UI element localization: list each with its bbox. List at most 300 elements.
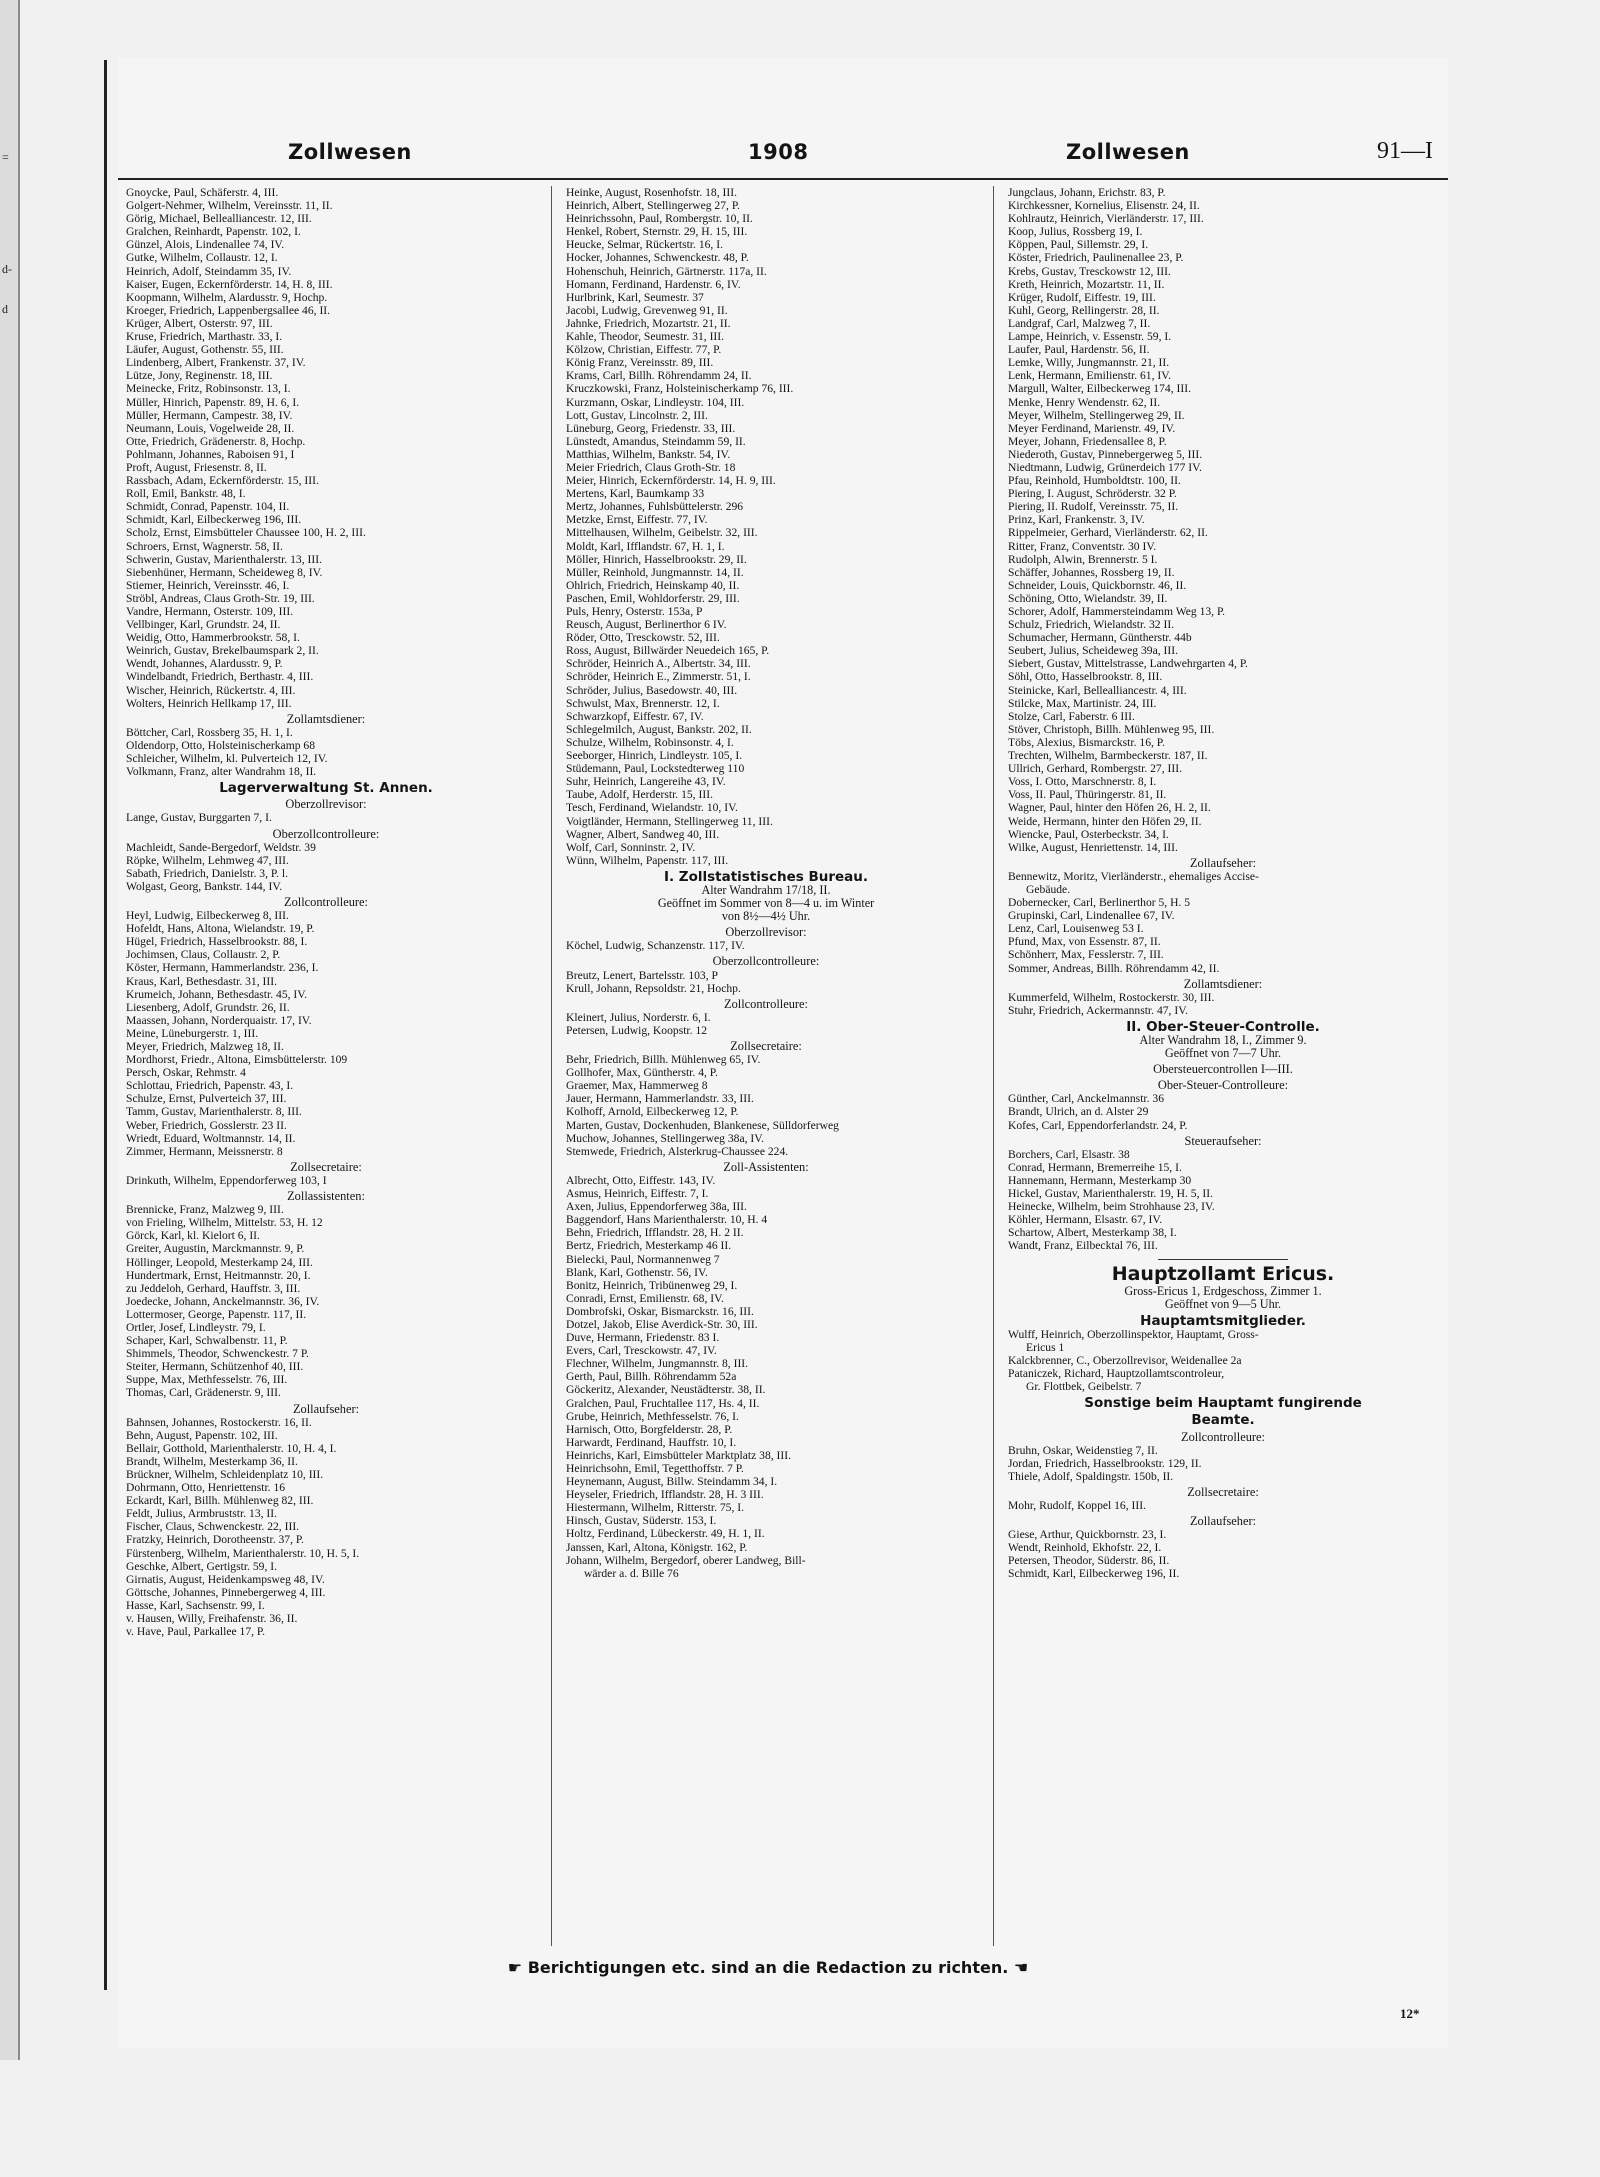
page-header: [118, 140, 1448, 180]
directory-entry: Lottermoser, George, Papenstr. 117, II.: [126, 1307, 307, 1321]
role-title: Zollsecretaire:: [290, 1159, 362, 1174]
directory-entry: Bielecki, Paul, Normannenweg 7: [566, 1252, 720, 1266]
previous-page-edge: [0, 0, 20, 2060]
margin-mark: d: [2, 302, 8, 316]
directory-entry: Jungclaus, Johann, Erichstr. 83, P.: [1008, 186, 1166, 199]
directory-entry: Krumeich, Johann, Bethesdastr. 45, IV.: [126, 987, 308, 1001]
directory-entry: Bruhn, Oskar, Weidenstieg 7, II.: [1008, 1443, 1158, 1457]
header-section-right: Zollwesen: [1066, 140, 1190, 164]
directory-entry: Heinrichsohn, Emil, Tegetthoffstr. 7 P.: [566, 1462, 744, 1475]
directory-entry: Krams, Carl, Billh. Röhrendamm 24, II.: [566, 369, 752, 383]
role-title: Zollassistenten:: [287, 1189, 365, 1204]
directory-entry: Trechten, Wilhelm, Barmbeckerstr. 187, II.: [1008, 749, 1208, 763]
directory-entry: Wagner, Paul, hinter den Höfen 26, H. 2, II.: [1008, 801, 1211, 815]
directory-entry: Conradi, Ernst, Emilienstr. 68, IV.: [566, 1291, 724, 1305]
role-title: Oberzollrevisor:: [285, 797, 367, 812]
directory-entry: Baggendorf, Hans Marienthalerstr. 10, H. 4: [566, 1213, 768, 1227]
role-title: Zollcontrolleure:: [1181, 1429, 1265, 1444]
directory-entry: Krüger, Albert, Osterstr. 97, III.: [126, 316, 273, 330]
directory-entry: Hurlbrink, Karl, Seumestr. 37: [566, 290, 704, 304]
directory-entry: Jacobi, Ludwig, Grevenweg 91, II.: [566, 303, 728, 317]
directory-entry: Thomas, Carl, Grädenerstr. 9, III.: [126, 1386, 281, 1400]
directory-entry: Seubert, Julius, Scheideweg 39a, III.: [1008, 644, 1179, 658]
role-title: Oberzollrevisor:: [725, 925, 807, 940]
directory-entry: Kroeger, Friedrich, Lappenbergsallee 46, II.: [126, 303, 331, 317]
directory-entry: Schaper, Karl, Schwalbenstr. 11, P.: [126, 1334, 288, 1348]
directory-entry: Windelbandt, Friedrich, Berthastr. 4, III.: [126, 670, 314, 684]
directory-entry: Vandre, Hermann, Osterstr. 109, III.: [126, 605, 294, 618]
column-divider: [551, 186, 552, 1946]
role-title: Oberzollcontrolleure:: [272, 826, 380, 841]
directory-entry: Röpke, Wilhelm, Lehmweg 47, III.: [126, 853, 289, 867]
directory-entry: Piering, I. August, Schröderstr. 32 P.: [1008, 487, 1177, 501]
directory-entry: Wolgast, Georg, Bankstr. 144, IV.: [126, 879, 283, 893]
directory-entry: Voigtländer, Hermann, Stellingerweg 11, III.: [566, 814, 773, 828]
office-info: Geöffnet im Sommer von 8—4 u. im Winter: [657, 896, 875, 911]
signature-mark: 12*: [1400, 2006, 1420, 2021]
directory-entry: Meier, Hinrich, Eckernförderstr. 14, H. 9, III.: [566, 474, 776, 488]
directory-entry: Schröder, Heinrich A., Albertstr. 34, III.: [566, 657, 751, 671]
directory-entry: Gralchen, Reinhardt, Papenstr. 102, I.: [126, 225, 301, 239]
directory-entry: Golgert-Nehmer, Wilhelm, Vereinsstr. 11, II.: [126, 199, 333, 213]
directory-entry: Hügel, Friedrich, Hasselbrookstr. 88, I.: [126, 935, 308, 949]
directory-entry: Müller, Hinrich, Papenstr. 89, H. 6, I.: [126, 395, 300, 409]
margin-mark: =: [2, 150, 9, 164]
directory-entry: Jordan, Friedrich, Hasselbrookstr. 129, II.: [1008, 1456, 1202, 1470]
directory-entry: Meyer, Friedrich, Malzweg 18, II.: [126, 1040, 284, 1053]
directory-entry: Schorer, Adolf, Hammersteindamm Weg 13, P.: [1008, 605, 1226, 618]
directory-entry: Oldendorp, Otto, Holsteinischerkamp 68: [126, 738, 316, 752]
directory-entry: Ohlrich, Friedrich, Heinskamp 40, II.: [566, 578, 740, 592]
directory-entry: Asmus, Heinrich, Eiffestr. 7, I.: [566, 1187, 709, 1201]
directory-entry: Köchel, Ludwig, Schanzenstr. 117, IV.: [566, 939, 745, 953]
header-rule: [118, 178, 1448, 180]
directory-entry: Janssen, Karl, Altona, Königstr. 162, P.: [566, 1540, 748, 1554]
directory-entry: Wagner, Albert, Sandweg 40, III.: [566, 827, 720, 841]
directory-entry: Günther, Carl, Anckelmannstr. 36: [1008, 1092, 1165, 1106]
directory-entry: Köhler, Hermann, Elsastr. 67, IV.: [1008, 1213, 1163, 1227]
directory-entry: Heinrichssohn, Paul, Rombergstr. 10, II.: [566, 212, 753, 226]
directory-entry: Siebert, Gustav, Mittelstrasse, Landwehrgarten 4, P.: [1008, 657, 1248, 671]
directory-entry: Schneider, Louis, Quickbornstr. 46, II.: [1008, 578, 1187, 592]
directory-entry: Gutke, Wilhelm, Collaustr. 12, I.: [126, 251, 278, 265]
directory-entry: Niederoth, Gustav, Pinnebergerweg 5, III.: [1008, 447, 1203, 461]
directory-entry: Homann, Ferdinand, Hardenstr. 6, IV.: [566, 277, 741, 291]
margin-mark: d-: [2, 262, 12, 276]
directory-entry: Günzel, Alois, Lindenallee 74, IV.: [126, 238, 285, 252]
pointing-hand-icon: ☚: [1013, 1958, 1029, 1977]
directory-entry: Schleicher, Wilhelm, kl. Pulverteich 12, IV.: [126, 752, 328, 766]
directory-entry: Breutz, Lenert, Bartelsstr. 103, P: [566, 968, 718, 982]
directory-entry: Stuhr, Friedrich, Ackermannstr. 47, IV.: [1008, 1003, 1188, 1017]
directory-entry: Lenz, Carl, Louisenweg 53 I.: [1008, 922, 1144, 936]
directory-entry: Bertz, Friedrich, Mesterkamp 46 II.: [566, 1239, 732, 1253]
page-number: 91—I: [1377, 138, 1433, 164]
directory-entry: Rudolph, Alwin, Brennerstr. 5 I.: [1008, 552, 1158, 566]
office-heading: Hauptzollamt Ericus.: [1111, 1262, 1335, 1285]
directory-entry: Suhr, Heinrich, Langereihe 43, IV.: [566, 775, 726, 789]
directory-entry: Puls, Henry, Osterstr. 153a, P: [566, 605, 703, 618]
directory-entry: Köster, Hermann, Hammerlandstr. 236, I.: [126, 961, 319, 975]
entry-continuation: Gebäude.: [1026, 882, 1071, 896]
directory-entry: Borchers, Carl, Elsastr. 38: [1008, 1147, 1130, 1161]
directory-entry: Stolze, Carl, Faberstr. 6 III.: [1008, 709, 1135, 723]
office-info: Geöffnet von 9—5 Uhr.: [1164, 1296, 1282, 1311]
directory-entry: Geschke, Albert, Gertigstr. 59, I.: [126, 1559, 278, 1573]
directory-entry: Söhl, Otto, Hasselbrookstr. 8, III.: [1008, 670, 1163, 684]
directory-entry: Behn, Friedrich, Ifflandstr. 28, H. 2 II.: [566, 1226, 744, 1240]
directory-entry: Fratzky, Heinrich, Dorotheenstr. 37, P.: [126, 1533, 304, 1547]
directory-entry: Lampe, Heinrich, v. Essenstr. 59, I.: [1008, 330, 1172, 344]
office-info: Geöffnet von 7—7 Uhr.: [1164, 1046, 1282, 1061]
directory-entry: Greiter, Augustin, Marckmannstr. 9, P.: [126, 1242, 305, 1256]
directory-entry: Heinrichs, Karl, Eimsbütteler Marktplatz 38, III.: [566, 1448, 792, 1462]
directory-entry: Pataniczek, Richard, Hauptzollamtscontroleur,: [1008, 1367, 1225, 1381]
directory-entry: Sommer, Andreas, Billh. Röhrendamm 42, II.: [1008, 961, 1220, 975]
directory-entry: Wendt, Reinhold, Ekhofstr. 22, I.: [1008, 1541, 1162, 1555]
directory-entry: Petersen, Ludwig, Koopstr. 12: [566, 1023, 708, 1037]
directory-entry: Kruczkowski, Franz, Holsteinischerkamp 76, III.: [566, 382, 794, 396]
directory-entry: Bahnsen, Johannes, Rostockerstr. 16, II.: [126, 1415, 312, 1429]
directory-entry: Rassbach, Adam, Eckernförderstr. 15, III.: [126, 474, 319, 488]
directory-entry: Bennewitz, Moritz, Vierländerstr., ehemaliges Accise-: [1008, 869, 1259, 883]
directory-entry: Dombrofski, Oskar, Bismarckstr. 16, III.: [566, 1304, 754, 1318]
entry-continuation: wärder a. d. Bille 76: [584, 1566, 679, 1580]
directory-entry: Krebs, Gustav, Tresckowstr 12, III.: [1008, 264, 1171, 278]
directory-entry: Schulz, Friedrich, Wielandstr. 32 II.: [1008, 618, 1175, 632]
directory-entry: Rippelmeier, Gerhard, Vierländerstr. 62, II.: [1008, 526, 1208, 540]
directory-entry: Wolf, Carl, Sonninstr. 2, IV.: [566, 840, 696, 854]
footer-text: Berichtigungen etc. sind an die Redaction zu richten.: [527, 1958, 1009, 1977]
role-title: Zollaufseher:: [1189, 855, 1257, 870]
directory-entry: zu Jeddeloh, Gerhard, Hauffstr. 3, III.: [126, 1281, 301, 1295]
role-title: Zollaufseher:: [292, 1401, 360, 1416]
directory-entry: Paschen, Emil, Wohldorferstr. 29, III.: [566, 591, 740, 605]
directory-entry: Müller, Reinhold, Jungmannstr. 14, II.: [566, 565, 744, 579]
role-title: Zollcontrolleure:: [284, 894, 368, 909]
directory-entry: Petersen, Theodor, Süderstr. 86, II.: [1008, 1554, 1170, 1568]
directory-entry: Blank, Karl, Gothenstr. 56, IV.: [566, 1265, 708, 1279]
role-title: Zollamtsdiener:: [1183, 976, 1263, 991]
directory-entry: Hiestermann, Wilhelm, Ritterstr. 75, I.: [566, 1501, 745, 1515]
directory-entry: Wandt, Franz, Eilbecktal 76, III.: [1008, 1239, 1158, 1253]
directory-entry: Schumacher, Hermann, Güntherstr. 44b: [1008, 631, 1192, 645]
office-info: Gross-Ericus 1, Erdgeschoss, Zimmer 1.: [1124, 1283, 1322, 1298]
role-title: Ober-Steuer-Controlleure:: [1157, 1078, 1289, 1093]
role-title: Zollsecretaire:: [730, 1039, 802, 1053]
directory-entry: Stüdemann, Paul, Lockstedterweg 110: [566, 762, 745, 776]
directory-entry: Kirchkessner, Kornelius, Elisenstr. 24, II.: [1008, 199, 1200, 213]
directory-entry: Wilke, August, Henriettenstr. 14, III.: [1008, 840, 1178, 854]
directory-entry: Brückner, Wilhelm, Schleidenplatz 10, III.: [126, 1468, 324, 1481]
directory-entry: Kruse, Friedrich, Marthastr. 33, I.: [126, 330, 283, 344]
directory-entry: Lüneburg, Georg, Friedenstr. 33, III.: [566, 421, 736, 435]
directory-entry: Johann, Wilhelm, Bergedorf, oberer Landweg, Bill-: [566, 1553, 806, 1567]
directory-entry: Kölzow, Christian, Eiffestr. 77, P.: [566, 343, 722, 357]
directory-entry: Schwerin, Gustav, Marienthalerstr. 13, III.: [126, 552, 322, 566]
directory-entry: Wischer, Heinrich, Rückertstr. 4, III.: [126, 683, 296, 697]
directory-entry: Mordhorst, Friedr., Altona, Eimsbüttelerstr. 109: [126, 1053, 348, 1067]
directory-entry: Fürstenberg, Wilhelm, Marienthalerstr. 10, H. 5, I.: [126, 1546, 360, 1560]
directory-page: [118, 58, 1448, 2048]
pointing-hand-icon: ☛: [507, 1958, 528, 1977]
header-section-left: Zollwesen: [288, 140, 412, 164]
directory-entry: Heinrich, Adolf, Steindamm 35, IV.: [126, 264, 292, 278]
directory-entry: Schmidt, Conrad, Papenstr. 104, II.: [126, 500, 290, 514]
directory-entry: Kohlrautz, Heinrich, Vierländerstr. 17, III.: [1008, 212, 1204, 226]
directory-entry: Giese, Arthur, Quickbornstr. 23, I.: [1008, 1528, 1167, 1542]
directory-entry: Pohlmann, Johannes, Raboisen 91, I: [126, 447, 295, 461]
directory-entry: Heynemann, August, Billw. Steindamm 34, I.: [566, 1475, 778, 1489]
directory-entry: Schlegelmilch, August, Bankstr. 202, II.: [566, 722, 752, 736]
directory-entry: Ullrich, Gerhard, Rombergstr. 27, III.: [1008, 762, 1182, 776]
directory-entry: Heyseler, Friedrich, Ifflandstr. 28, H. 3 III.: [566, 1488, 764, 1502]
directory-entry: v. Have, Paul, Parkallee 17, P.: [126, 1625, 265, 1639]
directory-entry: Brennicke, Franz, Malzweg 9, III.: [126, 1203, 284, 1217]
directory-entry: Weidig, Otto, Hammerbrookstr. 58, I.: [126, 631, 300, 645]
directory-entry: Grupinski, Carl, Lindenallee 67, IV.: [1008, 909, 1175, 923]
directory-entry: v. Hausen, Willy, Freihafenstr. 36, II.: [126, 1612, 298, 1626]
directory-entry: Suppe, Max, Methfesselstr. 76, III.: [126, 1373, 288, 1387]
directory-entry: Meyer, Wilhelm, Stellingerweg 29, II.: [1008, 408, 1185, 422]
directory-entry: Gralchen, Paul, Fruchtallee 117, Hs. 4, II.: [566, 1396, 760, 1410]
role-title: Oberzollcontrolleure:: [712, 954, 820, 969]
directory-entry: Schmidt, Karl, Eilbeckerweg 196, II.: [1008, 1567, 1180, 1581]
directory-entry: Evers, Carl, Tresckowstr. 47, IV.: [566, 1344, 717, 1358]
directory-entry: Meyer Ferdinand, Marienstr. 49, IV.: [1008, 421, 1176, 435]
directory-entry: Girnatis, August, Heidenkampsweg 48, IV.: [126, 1572, 325, 1586]
directory-entry: Schwulst, Max, Brennerstr. 12, I.: [566, 696, 720, 710]
directory-entry: Machleidt, Sande-Bergedorf, Weldstr. 39: [126, 840, 316, 854]
directory-entry: Bellair, Gotthold, Marienthalerstr. 10, H. 4, I.: [126, 1441, 337, 1455]
directory-entry: Heucke, Selmar, Rückertstr. 16, I.: [566, 238, 723, 252]
directory-entry: Flechner, Wilhelm, Jungmannstr. 8, III.: [566, 1357, 749, 1371]
directory-entry: Wulff, Heinrich, Oberzollinspektor, Hauptamt, Gross-: [1008, 1327, 1259, 1341]
directory-entry: Feldt, Julius, Armbruststr. 13, II.: [126, 1507, 278, 1521]
directory-entry: Sabath, Friedrich, Danielstr. 3, P. l.: [126, 866, 288, 880]
directory-entry: Ströbl, Andreas, Claus Groth-Str. 19, III.: [126, 591, 315, 605]
directory-entry: Jahnke, Friedrich, Mozartstr. 21, II.: [566, 316, 731, 330]
directory-entry: Schlottau, Friedrich, Papenstr. 43, I.: [126, 1079, 294, 1093]
role-title: Zoll-Assistenten:: [723, 1159, 809, 1174]
directory-entry: Tesch, Ferdinand, Wielandstr. 10, IV.: [566, 801, 738, 815]
directory-entry: Siebenhüner, Hermann, Scheideweg 8, IV.: [126, 565, 323, 579]
directory-entry: Conrad, Hermann, Bremerreihe 15, I.: [1008, 1160, 1182, 1174]
column-divider: [993, 186, 994, 1946]
directory-entry: Prinz, Karl, Frankenstr. 3, IV.: [1008, 513, 1145, 527]
directory-entry: Schröder, Heinrich E., Zimmerstr. 51, I.: [566, 670, 751, 684]
directory-entry: Lindenberg, Albert, Frankenstr. 37, IV.: [126, 356, 306, 370]
directory-entry: Kraus, Karl, Bethesdastr. 31, III.: [126, 974, 278, 988]
directory-entry: Hinsch, Gustav, Süderstr. 153, I.: [566, 1514, 717, 1528]
directory-entry: Neumann, Louis, Vogelweide 28, II.: [126, 421, 295, 435]
directory-entry: Schulze, Wilhelm, Robinsonstr. 4, I.: [566, 735, 734, 749]
directory-entry: Vellbinger, Karl, Grundstr. 24, II.: [126, 618, 281, 632]
directory-entry: Kreth, Heinrich, Mozartstr. 11, II.: [1008, 277, 1165, 291]
directory-entry: Fischer, Claus, Schwenckestr. 22, III.: [126, 1520, 300, 1534]
directory-entry: Niedtmann, Ludwig, Grünerdeich 177 IV.: [1008, 460, 1202, 474]
column-1: [126, 186, 526, 1956]
directory-entry: Läufer, August, Gothenstr. 55, III.: [126, 343, 284, 357]
directory-entry: Heyl, Ludwig, Eilbeckerweg 8, III.: [126, 909, 289, 923]
directory-entry: Koopmann, Wilhelm, Alardusstr. 9, Hochp.: [126, 290, 328, 304]
directory-entry: Graemer, Max, Hammerweg 8: [566, 1079, 708, 1093]
directory-entry: Gnoycke, Paul, Schäferstr. 4, III.: [126, 186, 279, 199]
directory-entry: Proft, August, Friesenstr. 8, II.: [126, 460, 267, 474]
directory-entry: Scholz, Ernst, Eimsbütteler Chaussee 100, H. 2, III.: [126, 526, 366, 540]
directory-entry: Meyer, Johann, Friedensallee 8, P.: [1008, 434, 1167, 448]
directory-entry: Dotzel, Jakob, Elise Averdick-Str. 30, III.: [566, 1317, 758, 1331]
directory-entry: Kolhoff, Arnold, Eilbeckerweg 12, P.: [566, 1105, 739, 1119]
directory-entry: Hundertmark, Ernst, Heitmannstr. 20, I.: [126, 1268, 311, 1282]
directory-entry: Wünn, Wilhelm, Papenstr. 117, III.: [566, 853, 729, 867]
directory-entry: Ross, August, Billwärder Neuedeich 165, P.: [566, 644, 770, 658]
directory-entry: Köster, Friedrich, Paulinenallee 23, P.: [1008, 251, 1184, 265]
role-title: Zollaufseher:: [1189, 1514, 1257, 1529]
directory-entry: Persch, Oskar, Rehmstr. 4: [126, 1066, 246, 1080]
directory-entry: Töbs, Alexius, Bismarckstr. 16, P.: [1008, 735, 1165, 749]
section-heading: Hauptamtsmitglieder.: [1140, 1312, 1306, 1329]
directory-entry: Lemke, Willy, Jungmannstr. 21, II.: [1008, 356, 1170, 370]
directory-entry: Hickel, Gustav, Marienthalerstr. 19, H. 5, II.: [1008, 1187, 1213, 1201]
role-title: Obersteuercontrollen I—III.: [1153, 1062, 1293, 1077]
entry-continuation: Gr. Flottbek, Geibelstr. 7: [1026, 1380, 1142, 1394]
directory-entry: Schröder, Julius, Basedowstr. 40, III.: [566, 683, 738, 697]
directory-entry: Matthias, Wilhelm, Bankstr. 54, IV.: [566, 447, 731, 461]
directory-entry: Hasse, Karl, Sachsenstr. 99, I.: [126, 1598, 265, 1612]
role-title: Zollsecretaire:: [1187, 1484, 1259, 1499]
directory-entry: Lünstedt, Amandus, Steindamm 59, II.: [566, 434, 746, 448]
directory-entry: Volkmann, Franz, alter Wandrahm 18, II.: [126, 765, 317, 779]
directory-entry: Dohrmann, Otto, Henriettenstr. 16: [126, 1481, 286, 1495]
directory-entry: Hohenschuh, Heinrich, Gärtnerstr. 117a, II.: [566, 264, 767, 278]
directory-entry: Tamm, Gustav, Marienthalerstr. 8, III.: [126, 1105, 302, 1119]
directory-entry: Axen, Julius, Eppendorferweg 38a, III.: [566, 1200, 747, 1214]
directory-entry: Seeborger, Hinrich, Lindleystr. 105, I.: [566, 749, 743, 763]
directory-entry: Jauer, Hermann, Hammerlandstr. 33, III.: [566, 1092, 754, 1106]
directory-entry: Muchow, Johannes, Stellingerweg 38a, IV.: [566, 1131, 765, 1145]
directory-entry: Schwarzkopf, Eiffestr. 67, IV.: [566, 709, 704, 723]
directory-entry: Mohr, Rudolf, Koppel 16, III.: [1008, 1499, 1146, 1512]
directory-entry: Görck, Karl, kl. Kielort 6, II.: [126, 1229, 260, 1243]
directory-entry: Weber, Friedrich, Gosslerstr. 23 II.: [126, 1118, 287, 1132]
directory-entry: Steinicke, Karl, Bellealliancestr. 4, III.: [1008, 683, 1187, 697]
directory-entry: Otte, Friedrich, Grädenerstr. 8, Hochp.: [126, 434, 306, 448]
column-3: [1008, 186, 1438, 1956]
section-heading: Sonstige beim Hauptamt fungirende: [1084, 1395, 1362, 1412]
directory-entry: Kofes, Carl, Eppendorferlandstr. 24, P.: [1008, 1118, 1188, 1132]
directory-entry: Henkel, Robert, Sternstr. 29, H. 15, III.: [566, 225, 748, 239]
directory-entry: Ritter, Franz, Conventstr. 30 IV.: [1008, 539, 1157, 553]
directory-entry: Kummerfeld, Wilhelm, Rostockerstr. 30, III.: [1008, 990, 1215, 1004]
column-2: [566, 186, 966, 1956]
directory-entry: Koop, Julius, Rossberg 19, I.: [1008, 225, 1143, 239]
directory-entry: Menke, Henry Wendenstr. 62, II.: [1008, 395, 1161, 409]
directory-entry: Grube, Heinrich, Methfesselstr. 76, I.: [566, 1409, 739, 1423]
directory-entry: Dobernecker, Carl, Berlinerthor 5, H. 5: [1008, 896, 1191, 910]
directory-entry: Wendt, Johannes, Alardusstr. 9, P.: [126, 657, 283, 671]
directory-entry: Gerth, Paul, Billh. Röhrendamm 52a: [566, 1370, 737, 1384]
directory-entry: Stiemer, Heinrich, Vereinsstr. 46, I.: [126, 578, 290, 592]
directory-entry: Liesenberg, Adolf, Grundstr. 26, II.: [126, 1000, 290, 1014]
directory-entry: Thiele, Adolf, Spaldingstr. 150b, II.: [1008, 1469, 1174, 1483]
role-title: Steueraufseher:: [1184, 1133, 1262, 1148]
directory-entry: Zimmer, Hermann, Meissnerstr. 8: [126, 1144, 283, 1158]
directory-entry: Brandt, Ulrich, an d. Alster 29: [1008, 1105, 1149, 1119]
directory-entry: Pfund, Max, von Essenstr. 87, II.: [1008, 935, 1161, 949]
directory-entry: Lütze, Jony, Reginenstr. 18, III.: [126, 369, 273, 383]
directory-entry: Roll, Emil, Bankstr. 48, I.: [126, 487, 246, 501]
directory-entry: Laufer, Paul, Hardenstr. 56, II.: [1008, 343, 1150, 357]
directory-entry: Margull, Walter, Eilbeckerweg 174, III.: [1008, 382, 1191, 396]
directory-entry: Metzke, Ernst, Eiffestr. 77, IV.: [566, 513, 708, 527]
directory-entry: Eckardt, Karl, Billh. Mühlenweg 82, III.: [126, 1494, 314, 1508]
directory-entry: Ortler, Josef, Lindleystr. 79, I.: [126, 1320, 266, 1334]
header-year: 1908: [748, 140, 809, 164]
directory-entry: Taube, Adolf, Herderstr. 15, III.: [566, 788, 713, 802]
directory-entry: Krull, Johann, Repsoldstr. 21, Hochp.: [566, 981, 741, 995]
office-info: Alter Wandrahm 17/18, II.: [701, 882, 831, 897]
directory-entry: Göckeritz, Alexander, Neustädterstr. 38, II.: [566, 1383, 766, 1397]
directory-entry: Schönherr, Max, Fesslerstr. 7, III.: [1008, 948, 1164, 962]
directory-entry: Meine, Lüneburgerstr. 1, III.: [126, 1026, 259, 1040]
directory-entry: Kurzmann, Oskar, Lindleystr. 104, III.: [566, 395, 745, 409]
role-title: Zollamtsdiener:: [286, 711, 366, 726]
directory-entry: Harwardt, Ferdinand, Hauffstr. 10, I.: [566, 1435, 737, 1449]
directory-entry: Heinke, August, Rosenhofstr. 18, III.: [566, 186, 737, 199]
section-heading: II. Ober-Steuer-Controlle.: [1126, 1018, 1320, 1035]
directory-entry: Mittelhausen, Wilhelm, Geibelstr. 32, III.: [566, 526, 758, 540]
role-title: Zollcontrolleure:: [724, 996, 808, 1011]
gutter-line: [104, 60, 107, 1990]
directory-entry: Stemwede, Friedrich, Alsterkrug-Chaussee 224.: [566, 1144, 789, 1158]
directory-entry: Behn, August, Papenstr. 102, III.: [126, 1428, 278, 1442]
directory-entry: Hannemann, Hermann, Mesterkamp 30: [1008, 1173, 1192, 1187]
directory-entry: Weinrich, Gustav, Brekelbaumspark 2, II.: [126, 644, 319, 658]
directory-entry: Schöning, Otto, Wielandstr. 39, II.: [1008, 591, 1168, 605]
footer-notice: [318, 1958, 1218, 1977]
directory-entry: Bonitz, Heinrich, Tribünenweg 29, I.: [566, 1278, 738, 1292]
directory-entry: Heinecke, Wilhelm, beim Strohhause 23, IV.: [1008, 1200, 1215, 1214]
directory-entry: Voss, II. Paul, Thüringerstr. 81, II.: [1008, 788, 1167, 802]
entry-continuation: Ericus 1: [1026, 1340, 1065, 1354]
directory-entry: Görig, Michael, Bellealliancestr. 12, III.: [126, 212, 312, 226]
directory-entry: Höllinger, Leopold, Mesterkamp 24, III.: [126, 1255, 313, 1269]
directory-entry: Böttcher, Carl, Rossberg 35, H. 1, I.: [126, 725, 293, 739]
directory-entry: Steiter, Hermann, Schützenhof 40, III.: [126, 1360, 304, 1374]
directory-entry: König Franz, Vereinsstr. 89, III.: [566, 356, 714, 370]
directory-entry: Schmidt, Karl, Eilbeckerweg 196, III.: [126, 513, 302, 527]
directory-entry: Lenk, Hermann, Emilienstr. 61, IV.: [1008, 369, 1172, 383]
section-heading: Beamte.: [1191, 1412, 1255, 1429]
directory-entry: Landgraf, Carl, Malzweg 7, II.: [1008, 316, 1151, 330]
directory-entry: Reusch, August, Berlinerthor 6 IV.: [566, 618, 727, 632]
directory-entry: Gollhofer, Max, Güntherstr. 4, P.: [566, 1066, 718, 1080]
directory-entry: von Frieling, Wilhelm, Mittelstr. 53, H. 12: [126, 1216, 323, 1230]
directory-entry: Stilcke, Max, Martinistr. 24, III.: [1008, 696, 1157, 710]
directory-entry: Krüger, Rudolf, Eiffestr. 19, III.: [1008, 290, 1156, 304]
directory-entry: Kuhl, Georg, Rellingerstr. 28, II.: [1008, 303, 1160, 317]
directory-entry: Albrecht, Otto, Eiffestr. 143, IV.: [566, 1173, 716, 1187]
directory-entry: Meinecke, Fritz, Robinsonstr. 13, I.: [126, 382, 291, 396]
section-heading: I. Zollstatistisches Bureau.: [663, 868, 869, 885]
office-info: von 8½—4½ Uhr.: [721, 909, 811, 924]
directory-entry: Maassen, Johann, Norderquaistr. 17, IV.: [126, 1013, 312, 1027]
directory-entry: Hocker, Johannes, Schwenckestr. 48, P.: [566, 251, 749, 265]
directory-entry: Shimmels, Theodor, Schwenckestr. 7 P.: [126, 1347, 309, 1361]
directory-entry: Wriedt, Eduard, Woltmannstr. 14, II.: [126, 1131, 296, 1145]
directory-entry: Wolters, Heinrich Hellkamp 17, III.: [126, 696, 292, 710]
